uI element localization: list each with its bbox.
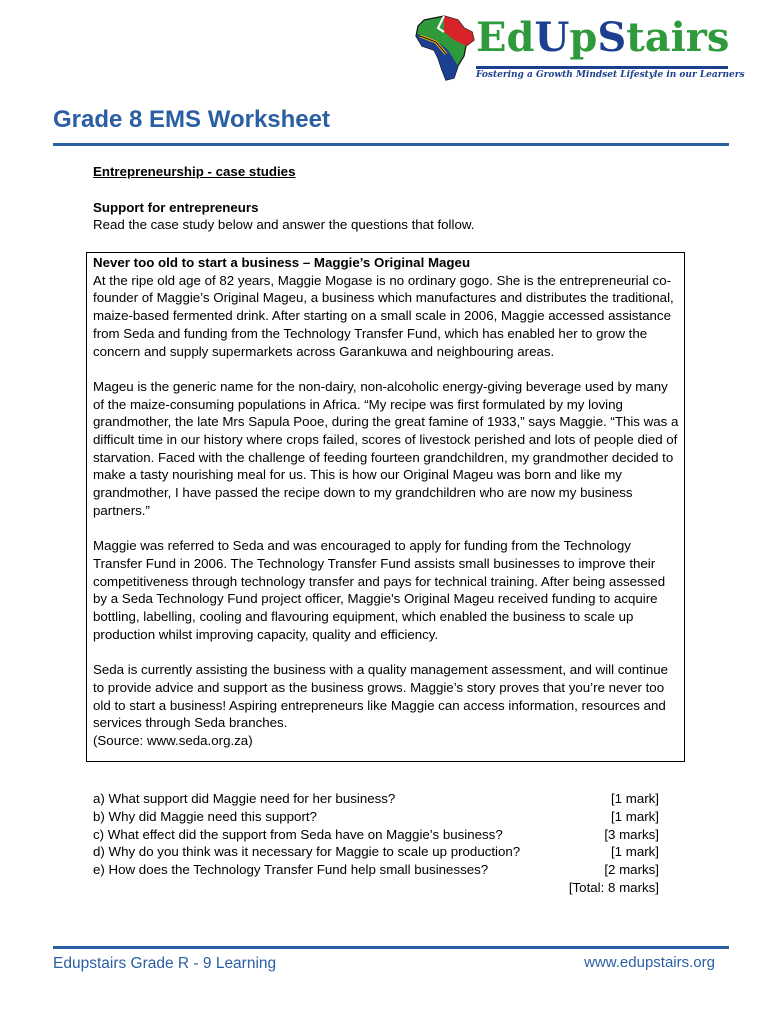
brand-name	[476, 16, 729, 60]
total-marks: [Total: 8 marks]	[568, 880, 659, 895]
question-marks: [1 mark]	[610, 791, 659, 806]
question-marks: [1 mark]	[610, 809, 659, 824]
brand-part: tairs	[626, 14, 730, 61]
case-study-source: (Source: www.seda.org.za)	[93, 732, 253, 748]
brand-part: Ed	[476, 14, 535, 61]
case-study-paragraph: At the ripe old age of 82 years, Maggie Mogase is no ordinary gogo. She is the entrepreneurial co-founder of Maggie’s Original Mageu, a business which manufactures and distributes the traditional, maize-based fermented drink. After starting on a small scale in 2006, Maggie accessed assistance from Seda and funding from the Technology Transfer Fund, which has enabled her to grow the concern and supply supermarkets across Garankuwa and neighbouring areas.	[93, 272, 674, 359]
case-study-title: Never too old to start a business – Maggie’s Original Mageu	[93, 255, 471, 270]
question-marks: [1 mark]	[610, 844, 659, 859]
page-title: Grade 8 EMS Worksheet	[53, 106, 330, 133]
case-study-paragraph: Mageu is the generic name for the non-dairy, non-alcoholic energy-giving beverage used by many of the maize-consuming populations in Africa. “My recipe was first formulated by my loving grandmother, the late Mrs Sapula Pooe, during the great famine of 1933,” says Maggie. “This was a difficult time in our history where crops failed, scores of livestock perished and lots of people died of starvation. Faced with the challenge of feeding fourteen grandchildren, my grandmother decided to make a tasty nourishing meal for us. This is how our Original Mageu was born and like my grandmother, I have passed the recipe down to my grandchildren who are now my business partners.”	[93, 378, 679, 518]
question-text: a) What support did Maggie need for her business?	[93, 791, 396, 806]
footer-title: Edupstairs Grade R - 9 Learning	[53, 955, 277, 972]
support-heading: Support for entrepreneurs	[93, 200, 259, 215]
question-text: b) Why did Maggie need this support?	[93, 809, 317, 824]
brand-part: p	[569, 14, 598, 61]
instruction-text: Read the case study below and answer the questions that follow.	[93, 217, 475, 232]
brand-part: U	[534, 14, 570, 61]
edupstairs-logo	[414, 10, 745, 82]
africa-map-icon	[414, 14, 478, 84]
brand-tagline: Fostering a Growth Mindset Lifestyle in our Learners	[476, 66, 728, 80]
section-heading: Entrepreneurship - case studies	[93, 164, 296, 179]
question-marks: [3 marks]	[604, 827, 659, 842]
case-study-paragraph: Maggie was referred to Seda and was encouraged to apply for funding from the Technology Transfer Fund in 2006. The Technology Transfer Fund assists small businesses to improve their competitiveness through technology transfer and pays for technical training. After being assessed by a Seda Technology Fund project officer, Maggie's Original Mageu received funding to acquire bottling, labelling, cooling and flavouring equipment, which enabled the business to scale up production whilst improving capacity, quality and efficiency.	[93, 538, 666, 642]
footer-divider	[53, 946, 729, 949]
question-text: c) What effect did the support from Seda have on Maggie’s business?	[93, 827, 503, 842]
question-text: d) Why do you think was it necessary for Maggie to scale up production?	[93, 844, 521, 859]
case-study-paragraph: Seda is currently assisting the business with a quality management assessment, and will continue to provide advice and support as the business grows. Maggie’s story proves that you’re never too old to start a business! Aspiring entrepreneurs like Maggie can access information, resources and services through Seda branches.	[93, 662, 669, 731]
brand-part: S	[597, 14, 627, 61]
question-text: e) How does the Technology Transfer Fund help small businesses?	[93, 862, 489, 877]
footer-website-link[interactable]: www.edupstairs.org	[584, 954, 715, 971]
question-marks: [2 marks]	[604, 862, 659, 877]
case-study-box	[86, 252, 685, 762]
header-divider	[53, 143, 729, 146]
